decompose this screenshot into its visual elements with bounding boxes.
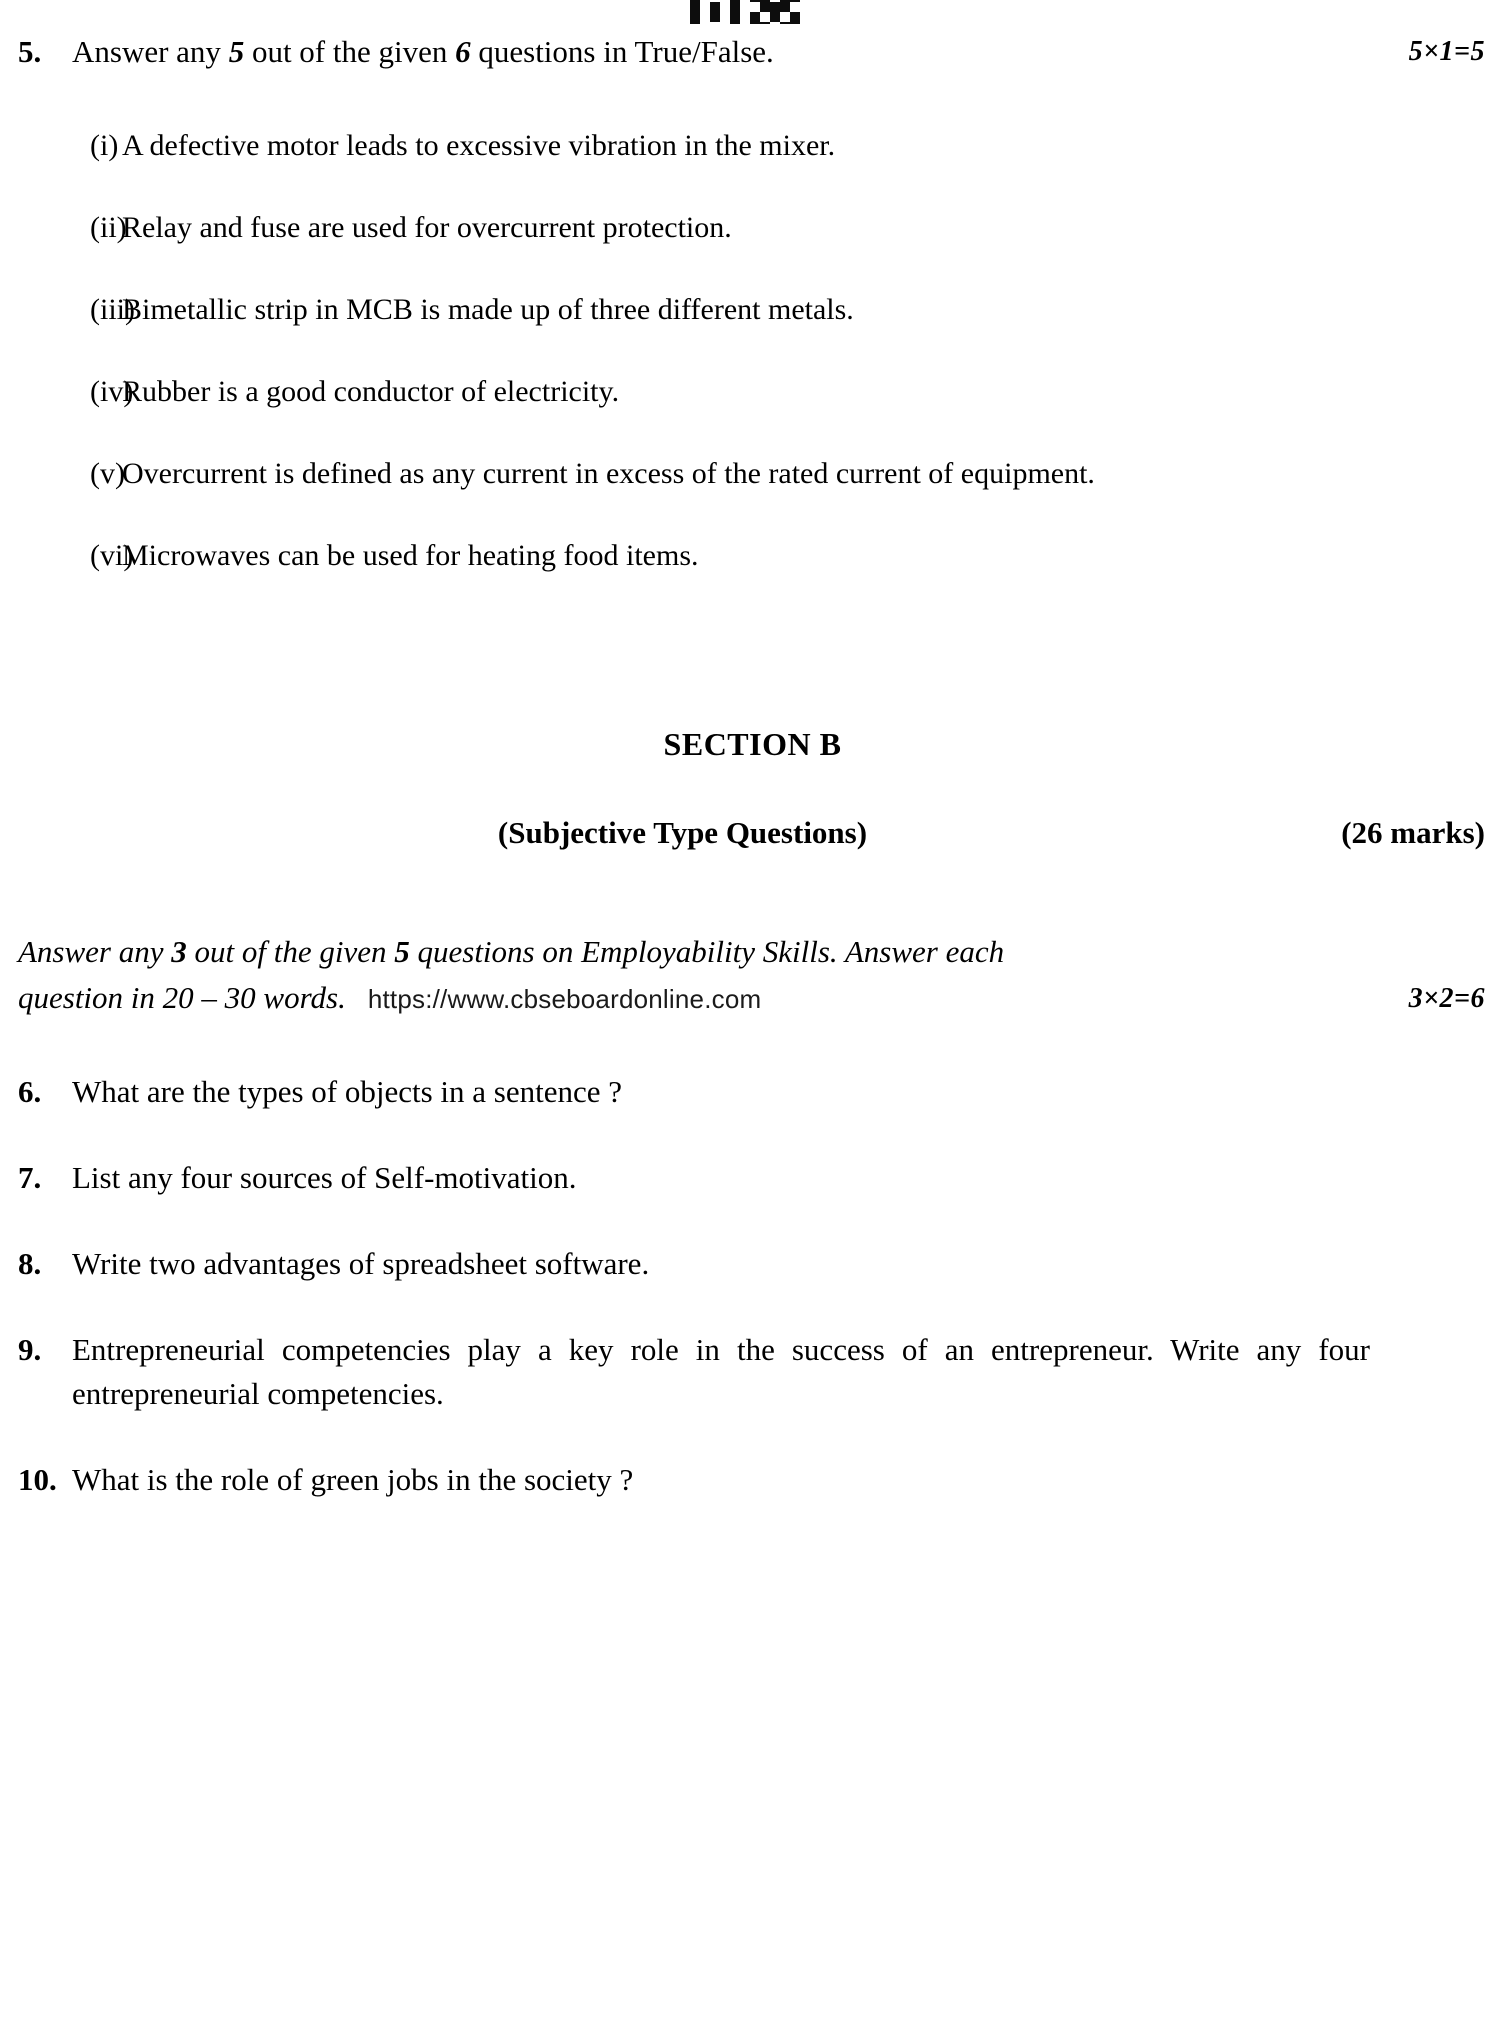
question-5-item-i-label: (i) [90,129,119,162]
question-5-stem-part-2: out of the given [244,34,456,69]
section-b-subtitle: (Subjective Type Questions) [497,815,868,850]
question-5-item-vi-label: (vi) [90,539,134,572]
question-5-item-iii-label: (iii) [90,293,135,326]
question-5-item-ii-label: (ii) [90,211,127,244]
section-b-marks: (26 marks) [1341,815,1485,850]
instruction-part-1: Answer any [18,934,172,969]
question-5-stem-part-3: questions in True/False. [470,34,774,69]
question-5-count-1: 5 [228,34,245,69]
section-b-subtitle-row [0,815,1505,851]
question-7-number: 7. [18,1160,42,1195]
question-8-number: 8. [18,1246,42,1281]
question-8-row [0,1242,1505,1286]
question-5-stem-part-1: Answer any [72,34,229,69]
question-5-item-iv-label: (iv) [90,375,134,408]
question-5-item-iv-text: Rubber is a good conductor of electricity. [122,375,620,408]
question-5-item-v [0,452,1505,496]
question-10-number: 10. [18,1462,57,1497]
instruction-line-2: question in 20 – 30 words. [18,980,346,1015]
question-5-item-i-text: A defective motor leads to excessive vibration in the mixer. [122,129,836,162]
question-5-row [0,30,1505,74]
instruction-count-1: 3 [171,934,187,969]
question-5-item-v-text: Overcurrent is defined as any current in excess of the rated current of equipment. [122,457,1095,490]
watermark-url: https://www.cbseboardonline.com [367,984,762,1014]
question-5-item-vi-text: Microwaves can be used for heating food items. [122,539,699,572]
question-10-text: What is the role of green jobs in the society ? [72,1462,634,1497]
instruction-part-2: out of the given [186,934,395,969]
question-5-item-ii [0,206,1505,250]
section-b-title: SECTION B [663,726,842,762]
question-8-text: Write two advantages of spreadsheet software. [72,1246,650,1281]
question-5-item-i [0,124,1505,168]
question-5-item-iv [0,370,1505,414]
question-5-item-iii [0,288,1505,332]
question-6-text: What are the types of objects in a sentence ? [72,1074,623,1109]
question-5-item-ii-text: Relay and fuse are used for overcurrent protection. [122,211,732,244]
instruction-count-2: 5 [394,934,410,969]
question-9-number: 9. [18,1332,42,1367]
question-5-item-vi [0,534,1505,578]
question-5-item-iii-text: Bimetallic strip in MCB is made up of three different metals. [122,293,854,326]
question-7-row [0,1156,1505,1200]
question-5-item-v-label: (v) [90,457,125,490]
question-7-text: List any four sources of Self-motivation. [72,1160,577,1195]
instruction-marks: 3×2=6 [1408,983,1485,1014]
question-5-number: 5. [18,34,42,69]
instruction-part-3: questions on Employability Skills. Answer each [409,934,1005,969]
question-5-marks: 5×1=5 [1408,36,1485,67]
question-6-row [0,1070,1505,1114]
question-9-row [0,1328,1505,1416]
question-6-number: 6. [18,1074,42,1109]
question-5-count-2: 6 [455,34,471,69]
question-5-stem [72,30,1505,74]
question-10-row [0,1458,1505,1502]
question-9-text: Entrepreneurial competencies play a key role in the success of an entrepreneur. Write any four entrepreneurial competencies. [72,1332,1370,1411]
employability-instruction [0,929,1505,1022]
